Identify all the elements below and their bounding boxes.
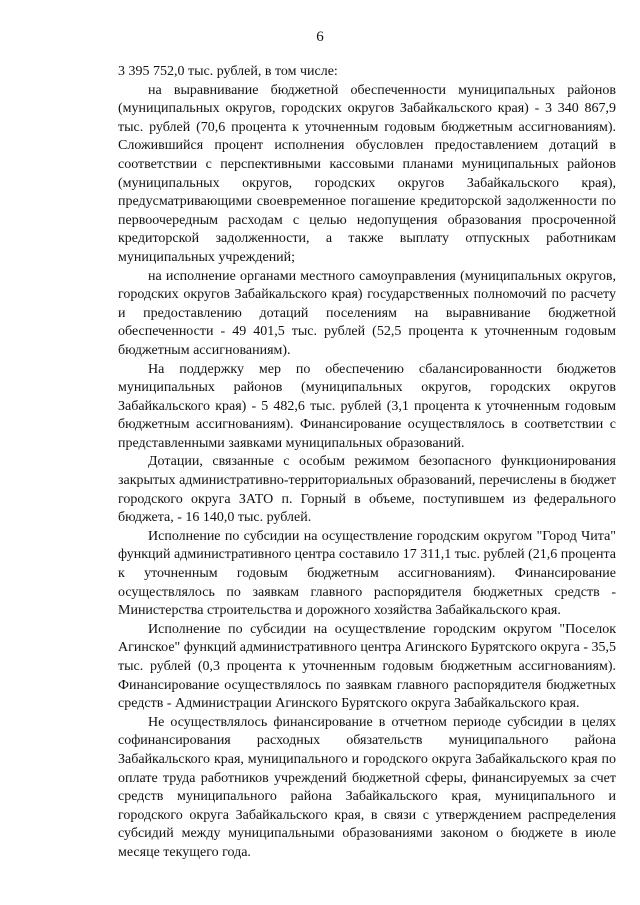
paragraph-local-authorities: на исполнение органами местного самоуправления (муниципальных округов, городских округов Забайкальского края) государственных полномочий по расчету и предоставлению дотаций поселениям на выравнивание бюджетной обеспеченности - 49 401,5 тыс. рублей (52,5 процента к уточненным годовым бюджетным ассигнованиям). <box>118 268 616 358</box>
paragraph-equalization-subsidy: на выравнивание бюджетной обеспеченности муниципальных районов (муниципальных округов, городских округов Забайкальского края) - 3 340 867,9 тыс. рублей (70,6 процента к уточненным годовым бюджетным ассигнованиям). Сложившийся процент исполнения обусловлен предоставлением дотаций в соответствии с перспективными кассовыми планами муниципальных районов (муниципальных округов, городских округов Забайкальского края), предусматривающими своевременное погашение кредиторской задолженности по первоочередным расходам с целью недопущения образования просроченной кредиторской задолженности, а также выплату отпускных работникам муниципальных учреждений; <box>118 82 616 265</box>
paragraph-aginskoe-subsidy: Исполнение по субсидии на осуществление городским округом "Поселок Агинское" функций административного центра Агинского Бурятского округа - 35,5 тыс. рублей (0,3 процента к уточненным годовым бюджетным ассигнованиям). Финансирование осуществлялось по заявкам главного распорядителя бюджетных средств - Администрации Агинского Бурятского округа Забайкальского края. <box>118 621 616 712</box>
paragraph-chita-subsidy: Исполнение по субсидии на осуществление городским округом "Город Чита" функций административного центра составило 17 311,1 тыс. рублей (21,6 процента к уточненным годовым бюджетным ассигнованиям). Финансирование осуществлялось по заявкам главного распорядителя бюджетных средств - Министерства строительства и дорожного хозяйства Забайкальского края. <box>118 528 616 619</box>
paragraph-zato-subsidies: Дотации, связанные с особым режимом безопасного функционирования закрытых административно-территориальных образований, перечислены в бюджет городского округа ЗАТО п. Горный в объеме, поступившем из федерального бюджета, - 16 140,0 тыс. рублей. <box>118 454 616 526</box>
paragraph-continuation: 3 395 752,0 тыс. рублей, в том числе: <box>118 64 338 79</box>
paragraph-balance-support: На поддержку мер по обеспечению сбалансированности бюджетов муниципальных районов (муниципальных округов, городских округов Забайкальского края) - 5 482,6 тыс. рублей (3,1 процента к уточненным годовым бюджетным ассигнованиям). Финансирование осуществлялось в соответствии с представленными заявками муниципальных образований. <box>118 361 616 451</box>
page-number: 6 <box>316 29 324 45</box>
document-body <box>118 63 616 863</box>
paragraph-cofinancing: Не осуществлялось финансирование в отчетном периоде субсидии в целях софинансирования расходных обязательств муниципального района Забайкальского края, муниципального и городского округа Забайкальского края по оплате труда работников учреждений бюджетной сферы, финансируемых за счет средств муниципального района Забайкальского края, муниципального и городского округа Забайкальского края, в связи с утверждением распределения субсидий между муниципальными образованиями законом о бюджете в июле месяце текущего года. <box>118 714 616 860</box>
